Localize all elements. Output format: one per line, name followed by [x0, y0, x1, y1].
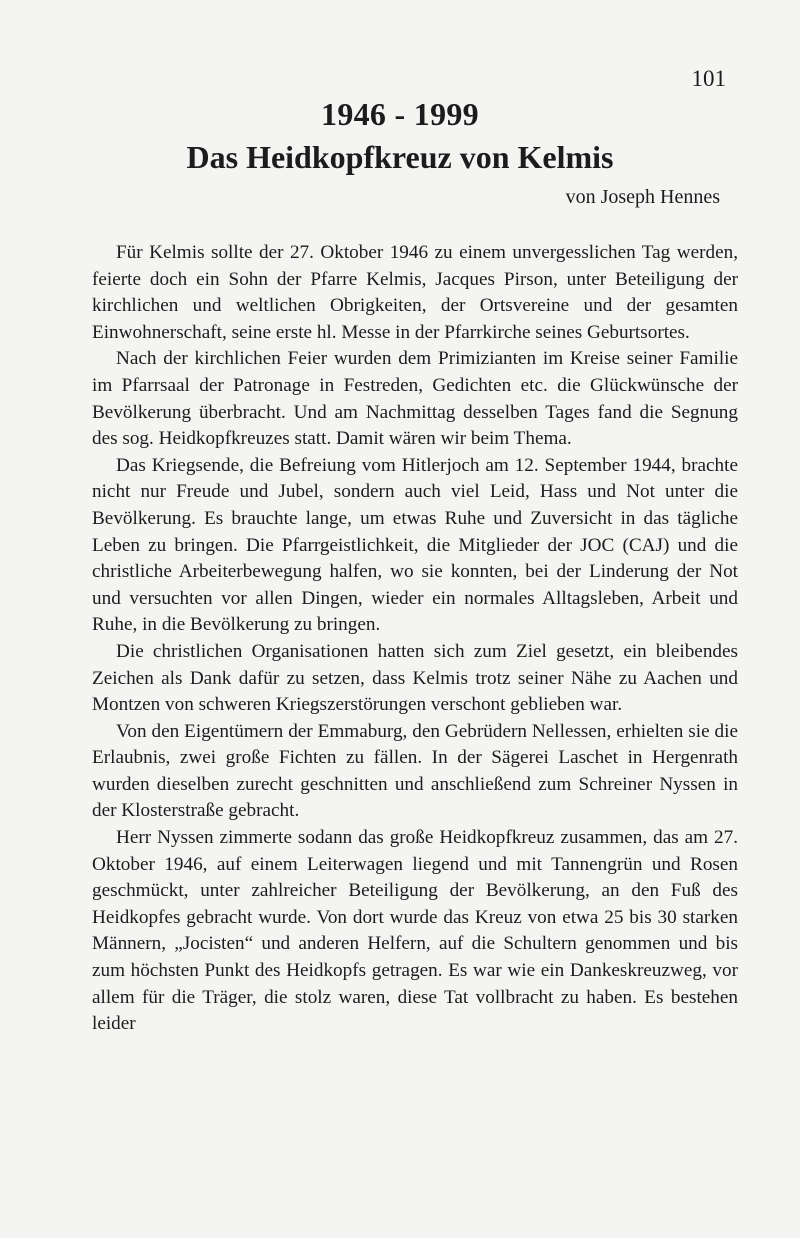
paragraph: Die christlichen Organisationen hatten sich zum Ziel gesetzt, ein bleibendes Zeichen als Dank dafür zu setzen, dass Kelmis trotz seiner Nähe zu Aachen und Montzen von schweren Kriegszerstörungen verschont geblieben war.	[92, 640, 738, 716]
paragraph: Das Kriegsende, die Befreiung vom Hitlerjoch am 12. September 1944, brachte nicht nur Freude und Jubel, sondern auch viel Leid, Hass und Not unter die Bevölkerung. Es brauchte lange, um etwas Ruhe und Zuversicht in das tägliche Leben zu bringen. Die Pfarrgeistlichkeit, die Mitglieder der JOC (CAJ) und die christliche Arbeiterbewegung halfen, wo sie konnten, bei der Linderung der Not und versuchten vor allen Dingen, wieder ein normales Alltagsleben, Arbeit und Ruhe, in die Bevölkerung zu bringen.	[92, 454, 738, 636]
article-body	[92, 240, 738, 1038]
paragraph: Für Kelmis sollte der 27. Oktober 1946 zu einem unvergesslichen Tag werden, feierte doch ein Sohn der Pfarre Kelmis, Jacques Pirson, unter Beteiligung der kirchlichen und weltlichen Obrigkeiten, der Ortsvereine und der gesamten Einwohnerschaft, seine erste hl. Messe in der Pfarrkirche seines Geburtsortes.	[92, 242, 738, 343]
paragraph: Herr Nyssen zimmerte sodann das große Heidkopfkreuz zusammen, das am 27. Oktober 1946, auf einem Leiterwagen liegend und mit Tannengrün und Rosen geschmückt, unter zahlreicher Beteiligung der Bevölkerung, an den Fuß des Heidkopfes gebracht wurde. Von dort wurde das Kreuz von etwa 25 bis 30 starken Männern, „Jocisten“ und anderen Helfern, auf die Schultern genommen und bis zum höchsten Punkt des Heidkopfs getragen. Es war wie ein Dankeskreuzweg, vor allem für die Träger, die stolz waren, diese Tat vollbracht zu haben. Es bestehen leider	[92, 827, 738, 1035]
article-title: Das Heidkopfkreuz von Kelmis	[186, 139, 614, 175]
paragraph: Nach der kirchlichen Feier wurden dem Primizianten im Kreise seiner Familie im Pfarrsaal der Patronage in Festreden, Gedichten etc. die Glückwünsche der Bevölkerung überbracht. Und am Nachmittag desselben Tages fand die Segnung des sog. Heidkopfkreuzes statt. Damit wären wir beim Thema.	[92, 348, 738, 450]
page-number: 101	[691, 66, 726, 91]
paragraph: Von den Eigentümern der Emmaburg, den Gebrüdern Nellessen, erhielten sie die Erlaubnis, zwei große Fichten zu fällen. In der Sägerei Laschet in Hergenrath wurden dieselben zurecht geschnitten und anschließend zum Schreiner Nyssen in der Klosterstraße gebracht.	[92, 720, 738, 822]
title-year-range: 1946 - 1999	[321, 96, 479, 132]
author-byline: von Joseph Hennes	[565, 186, 720, 208]
